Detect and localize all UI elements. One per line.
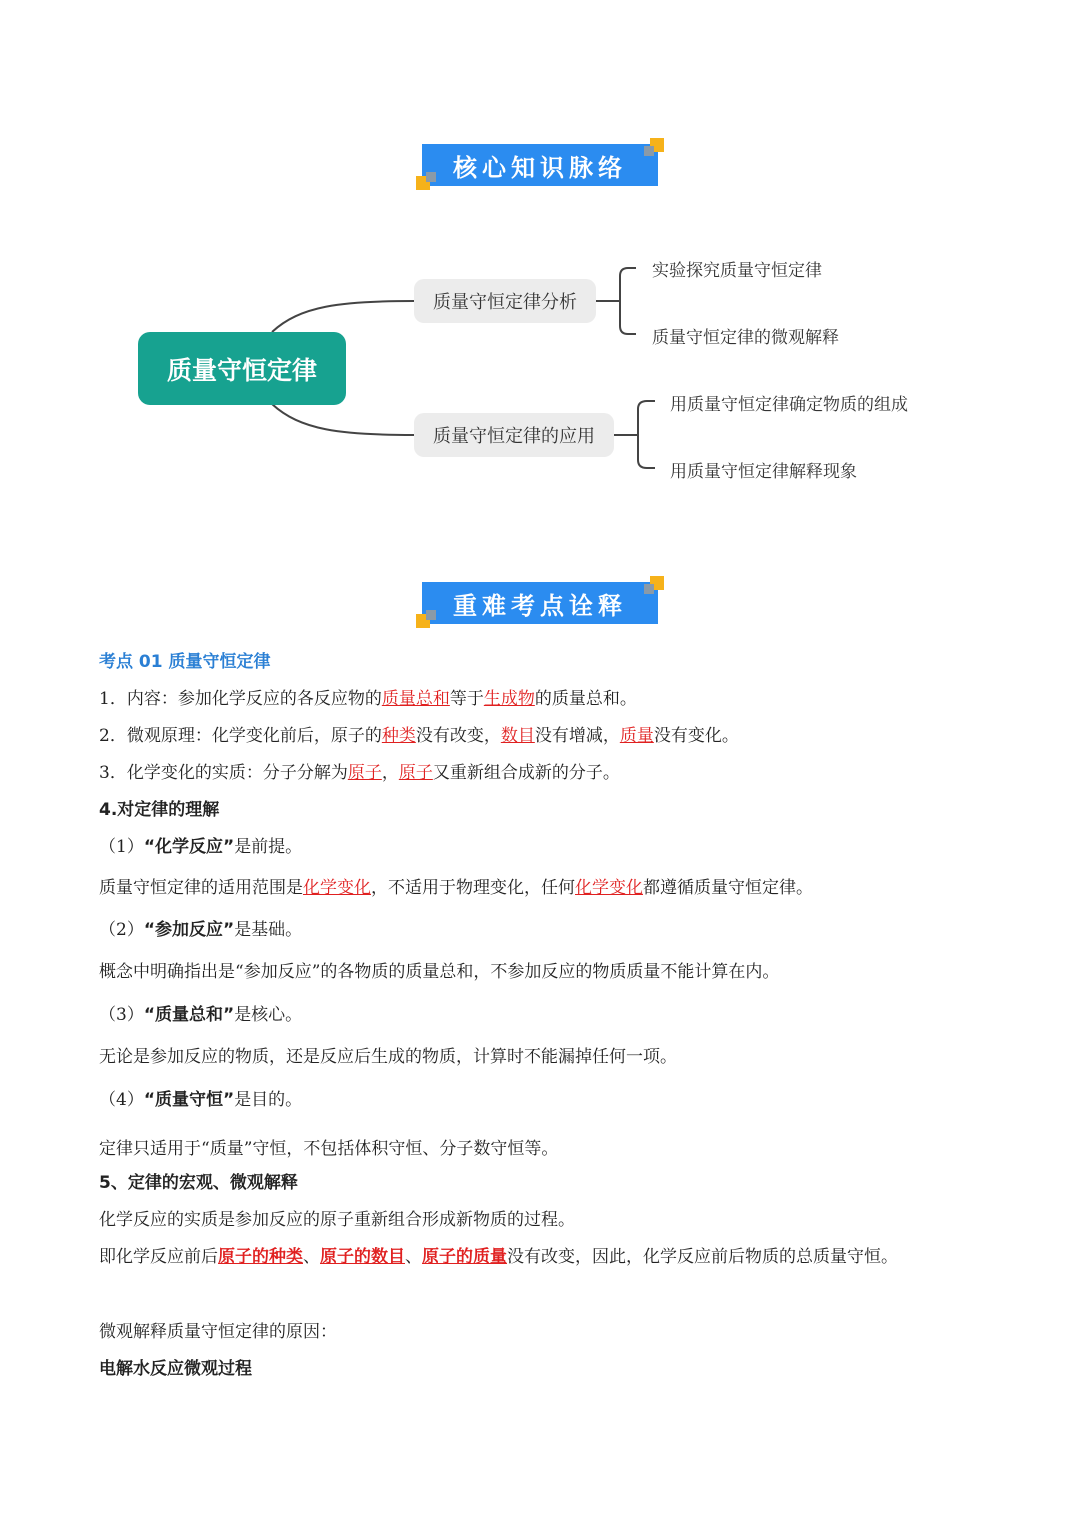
mindmap-leaf: 用质量守恒定律确定物质的组成 [670,395,908,415]
mindmap-branch-application: 质量守恒定律的应用 [414,413,614,457]
paragraph-micro-principle: 2．微观原理：化学变化前后，原子的种类没有改变，数目没有增减，质量没有变化。 [99,726,739,746]
point-1-detail: 质量守恒定律的适用范围是化学变化，不适用于物理变化，任何化学变化都遵循质量守恒定律。 [99,878,813,898]
point-3: （3）“质量总和”是核心。 [99,1005,303,1025]
mindmap-branch-analysis: 质量守恒定律分析 [414,279,596,323]
banner-title: 核心知识脉络 [453,153,627,182]
decor-square [644,584,654,594]
section-banner-key-points [416,576,664,628]
paragraph-conservation: 即化学反应前后原子的种类、原子的数目、原子的质量没有改变，因此，化学反应前后物质的总质量守恒。 [99,1247,898,1267]
point-3-detail: 无论是参加反应的物质，还是反应后生成的物质，计算时不能漏掉任何一项。 [99,1047,677,1067]
mindmap-leaf: 质量守恒定律的微观解释 [652,328,839,348]
decor-square [426,610,436,620]
point-2: （2）“参加反应”是基础。 [99,920,303,940]
point-4-detail: 定律只适用于“质量”守恒，不包括体积守恒、分子数守恒等。 [99,1139,559,1159]
mindmap-leaf: 用质量守恒定律解释现象 [670,462,857,482]
subheading-explanation: 5、定律的宏观、微观解释 [99,1173,298,1193]
paragraph-essence-2: 化学反应的实质是参加反应的原子重新组合形成新物质的过程。 [99,1210,575,1230]
paragraph-content: 1．内容：参加化学反应的各反应物的质量总和等于生成物的质量总和。 [99,689,637,709]
paragraph-micro-reason: 微观解释质量守恒定律的原因： [99,1322,337,1342]
paragraph-essence: 3．化学变化的实质：分子分解为原子，原子又重新组合成新的分子。 [99,763,620,783]
point-2-detail: 概念中明确指出是“参加反应”的各物质的质量总和，不参加反应的物质质量不能计算在内。 [99,962,780,982]
subheading-electrolysis: 电解水反应微观过程 [99,1359,252,1379]
banner-title: 重难考点诠释 [453,591,627,620]
point-1: （1）“化学反应”是前提。 [99,837,303,857]
point-4: （4）“质量守恒”是目的。 [99,1090,303,1110]
mindmap-leaf: 实验探究质量守恒定律 [652,261,822,281]
subheading-understanding: 4.对定律的理解 [99,800,220,820]
mindmap-root: 质量守恒定律 [138,332,346,405]
section-heading: 考点 01 质量守恒定律 [99,652,271,672]
